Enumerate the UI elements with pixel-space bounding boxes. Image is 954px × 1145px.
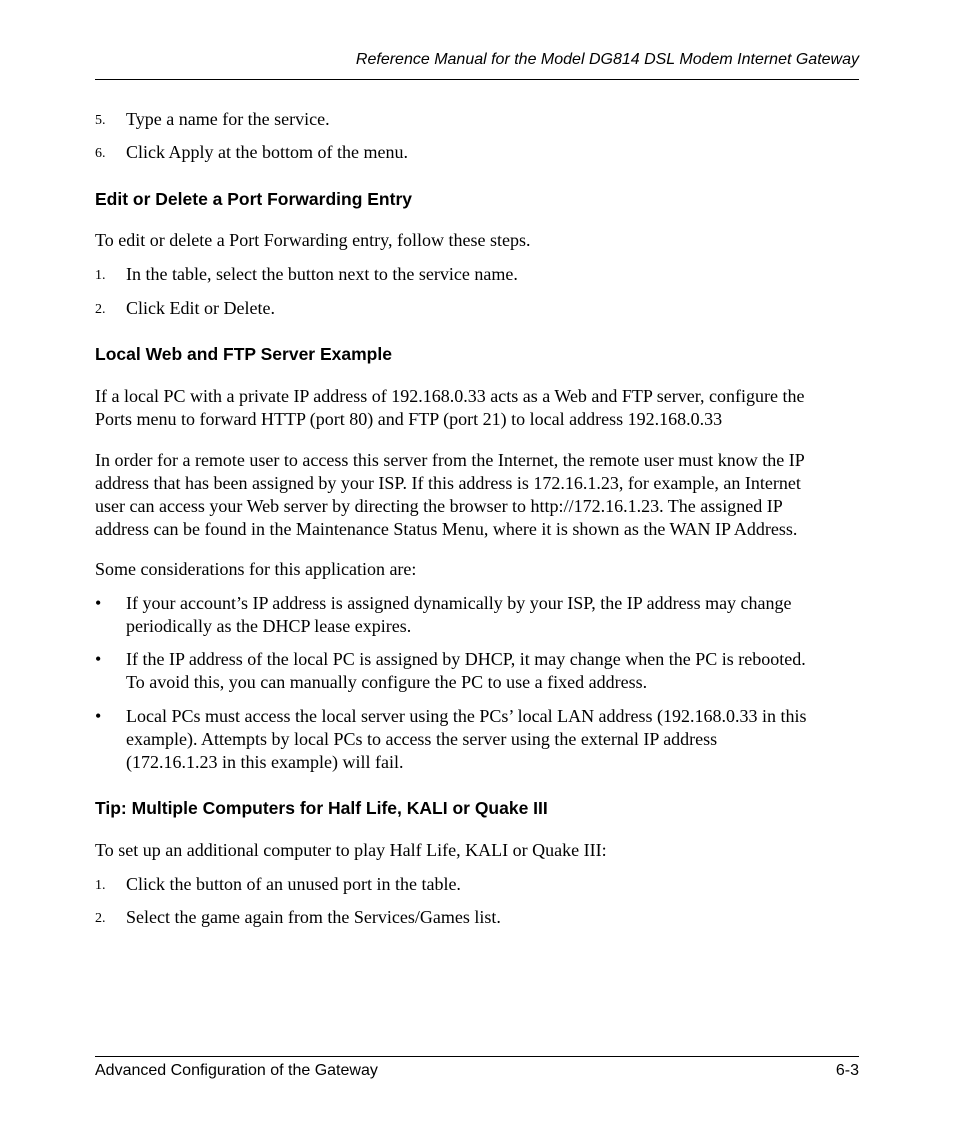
step-number: 2. — [95, 302, 106, 317]
step-number: 1. — [95, 268, 106, 283]
text-line: address that has been assigned by your ISP. If this address is 172.16.1.23, for example, an Internet — [95, 473, 801, 493]
page-number: 6-3 — [835, 1062, 859, 1079]
step-text: Type a name for the service. — [126, 109, 330, 129]
bullet-text — [126, 592, 859, 638]
step-text: Click Edit or Delete. — [126, 298, 275, 318]
local-server-paragraph-1 — [95, 385, 859, 431]
local-server-paragraph-2 — [95, 449, 859, 541]
text-line: If a local PC with a private IP address of 192.168.0.33 acts as a Web and FTP server, configure the — [95, 386, 805, 406]
bullet-marker: • — [95, 706, 102, 726]
text-line: To avoid this, you can manually configure the PC to use a fixed address. — [126, 672, 648, 692]
step-number: 6. — [95, 146, 106, 161]
step-number: 5. — [95, 113, 106, 128]
header-rule — [95, 79, 859, 80]
footer-rule — [95, 1056, 859, 1057]
text-line: example). Attempts by local PCs to access the server using the external IP address — [126, 729, 718, 749]
text-line: Local PCs must access the local server using the PCs’ local LAN address (192.168.0.33 in this — [126, 706, 807, 726]
text-line: address can be found in the Maintenance Status Menu, where it is shown as the WAN IP Address. — [95, 519, 798, 539]
bullet-marker: • — [95, 649, 102, 669]
text-line: If your account’s IP address is assigned dynamically by your ISP, the IP address may change — [126, 593, 792, 613]
section-heading-tip: Tip: Multiple Computers for Half Life, KALI or Quake III — [95, 798, 548, 818]
tip-intro-paragraph: To set up an additional computer to play Half Life, KALI or Quake III: — [95, 840, 607, 860]
text-line: (172.16.1.23 in this example) will fail. — [126, 752, 404, 772]
considerations-paragraph: Some considerations for this application are: — [95, 559, 417, 579]
step-text: Select the game again from the Services/Games list. — [126, 907, 501, 927]
edit-intro-paragraph: To edit or delete a Port Forwarding entry, follow these steps. — [95, 230, 531, 250]
section-heading-local-server: Local Web and FTP Server Example — [95, 344, 392, 364]
running-header: Reference Manual for the Model DG814 DSL Modem Internet Gateway — [355, 51, 859, 68]
step-number: 2. — [95, 911, 106, 926]
step-text: In the table, select the button next to the service name. — [126, 264, 518, 284]
footer-chapter-title: Advanced Configuration of the Gateway — [95, 1062, 378, 1079]
bullet-marker: • — [95, 593, 102, 613]
text-line: Ports menu to forward HTTP (port 80) and FTP (port 21) to local address 192.168.0.33 — [95, 409, 723, 429]
bullet-text — [126, 648, 859, 694]
text-line: user can access your Web server by directing the browser to http://172.16.1.23. The assigned IP — [95, 496, 783, 516]
text-line: periodically as the DHCP lease expires. — [126, 616, 412, 636]
text-line: In order for a remote user to access this server from the Internet, the remote user must know the IP — [95, 450, 805, 470]
bullet-text — [126, 705, 859, 774]
section-heading-edit-delete: Edit or Delete a Port Forwarding Entry — [95, 189, 412, 209]
step-text: Click the button of an unused port in the table. — [126, 874, 461, 894]
text-line: If the IP address of the local PC is assigned by DHCP, it may change when the PC is rebooted. — [126, 649, 806, 669]
step-number: 1. — [95, 878, 106, 893]
step-text: Click Apply at the bottom of the menu. — [126, 142, 408, 162]
